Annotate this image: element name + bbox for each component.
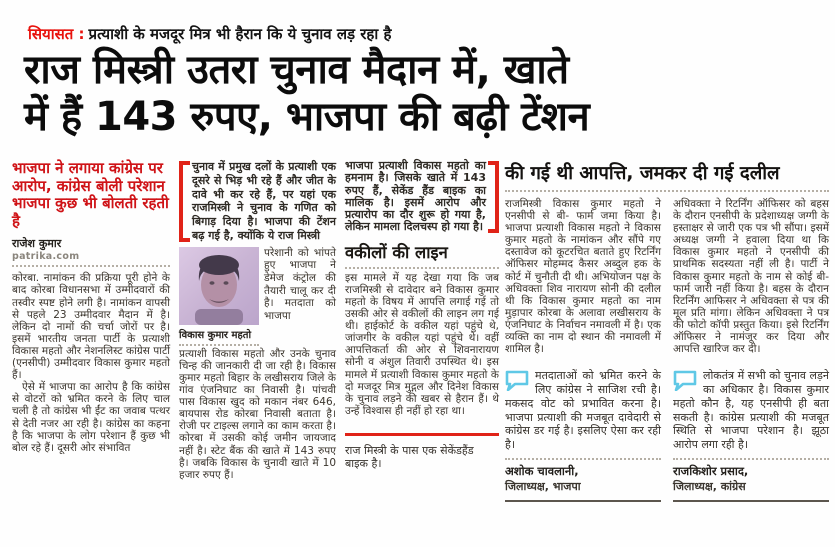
lede-continued: [345, 160, 499, 234]
col4-paragraph: राजमिस्त्री विकास कुमार महतो ने एनसीपी से बी- फार्म जमा किया है। भाजपा प्रत्याशी विकास महतो ने विकास कुमार महतो के नामांकन और सौंपे गए दस्तावेज को कूटरचित बताते हुए रिटर्निंग ऑफिसर मोहम्मद कैसर अब्दुल हक के कोर्ट में चुनौती दी थी। अभियोजन पक्ष के अधिवक्ता शिव नारायण सोनी की दलील थी कि विकास कुमार महतो का नाम मुड़ापार कोरबा के अलावा लखीसराय के एंजनिघाट के निर्वाचन नमावली में है। एक व्यक्ति का नाम दो स्थान की नमावली में शामिल है।: [505, 198, 661, 356]
column-1: [12, 160, 170, 454]
col3-paragraph: इस मामले में यह देखा गया कि जब राजमिस्त्री से दावेदार बने विकास कुमार महतो के विषय में आपत्ति लगाई गई तो उसकी ओर से वकीलों की लाइन लग गई थी। हाईकोर्ट के वकील यहां पहुंचे थे, जांजगीर के वकील यहां पहुंचे थे। वहीं आपत्तिकर्ता की ओर से शिवनारायण सोनी व अंशुल तिवारी उपस्थित थे। इस मामले में प्रत्याशी विकास कुमार महतो के दो मजदूर मित्र मुद्गल और दिनेश विकास के चुनाव लड़ने की खबर से हैरान हैं। थे उन्हें विश्वास ही नहीं हो रहा था।: [345, 271, 499, 417]
quote-attribution: [673, 460, 829, 502]
red-open-bracket-icon: [179, 161, 190, 242]
quote-attribution-name: अशोक चावलानी,: [505, 464, 579, 478]
quote-attribution: [505, 460, 661, 502]
section-heading-objection: की गई थी आपत्ति, जमकर दी गई दलील: [505, 160, 829, 192]
col1-paragraph-2: ऐसे में भाजपा का आरोप है कि कांग्रेस से वोटरों को भ्रमित करने के लिए चाल चली है तो कांग्रेस भी ईंट का जवाब पत्थर से देती नजर आ रही है। कांग्रेस का कहना है कि भाजपा के लोग परेशान हैं कुछ भी बोल रहे हैं। दूसरी ओर संभावित: [12, 381, 170, 454]
quote-attribution-role: जिलाध्यक्ष, भाजपा: [505, 480, 581, 493]
column-5: [673, 198, 829, 502]
lede-continued-text: भाजपा प्रत्याशी विकास महतो का हमनाम है। जिसके खाते में 143 रुपए हैं, सेकेंड हैंड बाइक का मालिक है। इसमें आरोप और प्रत्यारोप का दौर शुरू हो गया है, लेकिन मामला दिलचस्प हो गया है।: [345, 159, 486, 234]
red-close-bracket-icon: [488, 161, 499, 233]
kicker: [28, 24, 391, 44]
red-divider-rule: [345, 433, 499, 436]
speech-bubble-quote-icon: [673, 370, 697, 391]
lede-paragraph: [179, 160, 336, 243]
headline-line-1: राज मिस्त्री उतरा चुनाव मैदान में, खाते: [24, 47, 569, 93]
quote-block-bjp: [505, 369, 661, 502]
column-4: [505, 198, 661, 502]
byline-source: patrika.com: [12, 251, 170, 267]
main-headline: [24, 47, 824, 141]
factoid-text: राज मिस्त्री के पास एक सेकेंडहैंड बाइक है।: [345, 443, 474, 471]
quote-attribution-name: राजकिशोर प्रसाद,: [673, 464, 749, 478]
right-section: [505, 160, 829, 502]
photo-box: [179, 247, 259, 346]
photo-caption: विकास कुमार महतो: [179, 325, 259, 346]
quote-text-content: लोकतंत्र में सभी को चुनाव लड़ने का अधिकार है। विकास कुमार महतो कौन है, यह एनसीपी ही बता सकती है। कांग्रेस प्रत्याशी की मजबूत स्थिति से भाजपा परेशान है। झूठा आरोप लगा रही है।: [673, 369, 829, 452]
kicker-section-label: सियासत :: [28, 25, 85, 43]
col5-paragraph: अधिवक्ता ने रिटर्निंग ऑफिसर को बहस के दौरान एनसीपी के प्रदेशाध्यक्ष जग्गी के हस्ताक्षर से जारी एक पत्र भी सौंपा। इसमें अध्यक्ष जग्गी ने हवाला दिया था कि विकास कुमार महतो ने एनसीपी की प्राथमिक सदस्यता नहीं ली है। पार्टी ने विकास कुमार महतो के नाम से कोई बी-फार्म जारी नहीं किया है। बहस के दौरान रिटर्निंग आफिसर ने अधिवक्ता से पत्र की मूल प्रति मांगा। लेकिन अधिवक्ता ने पत्र की फोटो कॉपी प्रस्तुत किया। इसे रिटर्निंग ऑफिसर ने नामंजूर कर दिया और आपत्ति खारिज कर दी।: [673, 198, 829, 356]
headline-line-2: में हैं 143 रुपए, भाजपा की बढ़ी टेंशन: [24, 94, 590, 140]
quote-text: [673, 369, 829, 460]
column-3: [345, 160, 499, 471]
speech-bubble-quote-icon: [505, 370, 529, 391]
article-subhead: भाजपा ने लगाया कांग्रेस पर आरोप, कांग्रेस बोली परेशान भाजपा कुछ भी बोलती रहती है: [12, 159, 169, 230]
col1-paragraph-1: कोरबा. नामांकन की प्रक्रिया पूरी होने के बाद कोरबा विधानसभा में उम्मीदवारों की तस्वीर स्पष्ट होने लगी है। नामांकन वापसी से पहले 23 उम्मीदवार मैदान में है। लेकिन दो नामों की चर्चा जोरों पर है। इसमें भारतीय जनता पार्टी के प्रत्याशी विकास महतो और नेशनलिस्ट कांग्रेस पार्टी (एनसीपी) उम्मीदवार विकास कुमार महतो हैं।: [12, 272, 170, 382]
section-heading-lawyers: वकीलों की लाइन: [345, 240, 499, 269]
photo-row: [179, 247, 336, 346]
col2-wrap-text: परेशानी को भांपते हुए भाजपा ने डेमेज कंट्रोल की तैयारी चालू कर दी है। मतदाता को भाजपा: [264, 246, 336, 322]
quote-attribution-role: जिलाध्यक्ष, कांग्रेस: [673, 480, 746, 493]
quote-text-content: मतदाताओं को भ्रमित करने के लिए कांग्रेस ने साजिश रची है। मकसद वोट को प्रभावित करना है। भाजपा प्रत्याशी की मजबूत दावेदारी से कांग्रेस डर गई है। इसलिए ऐसा कर रही है।: [505, 369, 661, 452]
candidate-portrait-photo: [179, 247, 259, 325]
column-2: [179, 160, 336, 481]
byline-author: राजेश कुमार: [12, 237, 62, 251]
quote-block-congress: [673, 369, 829, 502]
col2-paragraph: प्रत्याशी विकास महतो और उनके चुनाव चिन्ह की जानकारी दी जा रही है। विकास कुमार महतो बिहार के लखीसराय जिले के गांव एंजनिघाट का निवासी है। पांचवी पास विकास खुद को मकान नंबर 646, बायपास रोड कोरबा निवासी बताता है। रोजी पर टाइल्स लगाने का काम करता है। कोरबा में उसकी कोई जमीन जायजाद नहीं है। स्टेट बैंक की खाते में 143 रुपए है। जबकि विकास के चुनावी खाते में 10 हजार रुपए हैं।: [179, 347, 336, 481]
quote-text: [505, 369, 661, 460]
kicker-text: प्रत्याशी के मजदूर मित्र भी हैरान कि ये चुनाव लड़ रहा है: [88, 25, 392, 43]
lede-text: चुनाव में प्रमुख दलों के प्रत्याशी एक दूसरे से भिड़ भी रहे हैं और जीत के दावे भी कर रहे हैं, पर यहां एक राजमिस्त्री ने चुनाव के गणित को बिगाड़ दिया है। भाजपा की टेंशन बढ़ गई है, क्योंकि ये राज मिस्त्री: [192, 160, 336, 242]
